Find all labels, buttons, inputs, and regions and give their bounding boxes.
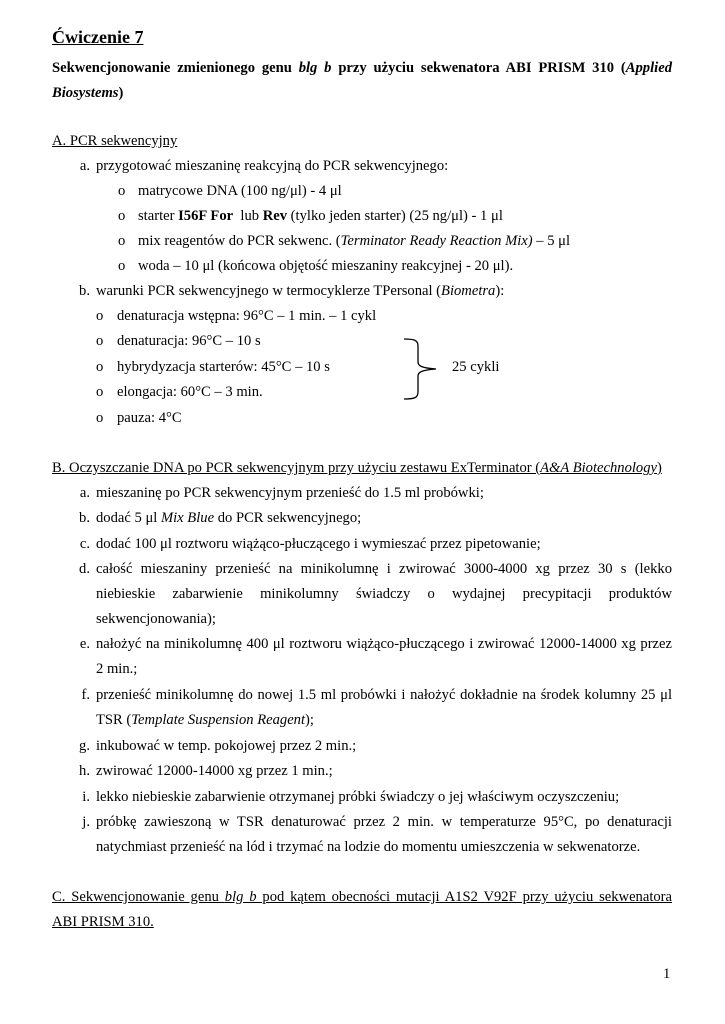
page-number: 1 [663,966,671,982]
subtitle-text: ) [118,85,124,101]
subtitle-text: Sekwencjonowanie zmienionego genu [52,60,299,76]
subtitle-italic: Biosystems [52,85,119,101]
bullet-item-text: elongacja: 60°C – 3 min. [117,384,263,400]
bullet-icon: o [96,410,104,426]
list-item-text: sekwencjonowania); [96,611,216,627]
list-label: a. [79,158,90,174]
list-item-text: dodać 5 μl Mix Blue do PCR sekwencyjnego; [96,510,362,526]
list-label: c. [79,536,90,552]
bullet-icon: o [118,258,126,274]
section-b-heading: B. Oczyszczanie DNA po PCR sekwencyjnym przy użyciu zestawu ExTerminator (A&A Biotechnology) [52,460,662,476]
bullet-icon: o [118,208,126,224]
bullet-item-text: denaturacja wstępna: 96°C – 1 min. – 1 cykl [117,308,377,324]
list-label: h. [79,763,90,779]
bullet-icon: o [96,359,104,375]
list-item-text: niebieskie zabarwienie minikolumny świadczy o wydajnej precypitacji produktów [96,586,672,602]
bullet-icon: o [96,384,104,400]
bullet-icon: o [96,333,104,349]
list-item-text: nałożyć na minikolumnę 400 μl roztworu wiążąco-płuczącego i zwirować 12000-14000 xg przez [96,636,672,652]
bullet-item-text: pauza: 4°C [117,410,182,426]
list-item-text: całość mieszaniny przenieść na minikolumnę i zwirować 3000-4000 xg przez 30 s (lekko [96,561,672,577]
bullet-icon: o [118,233,126,249]
page-title: Ćwiczenie 7 [52,27,144,47]
list-label: g. [79,738,90,754]
list-label: b. [79,283,90,299]
bullet-item-text: mix reagentów do PCR sekwenc. (Terminator Ready Reaction Mix) – 5 μl [138,233,571,249]
list-item-text: mieszaninę po PCR sekwencyjnym przenieść do 1.5 ml probówki; [96,485,484,501]
list-item-text: 2 min.; [96,661,138,677]
list-item-text: natychmiast przenieść na lód i trzymać na lodzie do momentu umieszczenia w sekwenatorze. [96,839,641,855]
list-label: e. [79,636,90,652]
list-label: a. [79,485,90,501]
list-label: b. [79,510,90,526]
bullet-item-text: hybrydyzacja starterów: 45°C – 10 s [117,359,330,375]
list-item-text: inkubować w temp. pokojowej przez 2 min.; [96,738,357,754]
section-a-heading: A. PCR sekwencyjny [52,133,178,149]
list-item-text: dodać 100 μl roztworu wiążąco-płuczącego i wymieszać przez pipetowanie; [96,536,541,552]
subtitle-text: przy użyciu sekwenatora ABI PRISM 310 ( [331,60,626,76]
list-label: d. [79,561,90,577]
curly-brace-icon [402,338,442,400]
subtitle-gene: blg b [298,60,332,76]
bullet-item-text: woda – 10 μl (końcowa objętość mieszaniny reakcyjnej - 20 μl). [138,258,514,274]
bullet-icon: o [118,183,126,199]
subtitle-italic: Applied [625,60,672,76]
list-label: i. [82,789,90,805]
bullet-item-text: starter I56F For lub Rev (tylko jeden starter) (25 ng/μl) - 1 μl [138,208,503,224]
list-item-text: przygotować mieszaninę reakcyjną do PCR sekwencyjnego: [96,158,449,174]
section-c-heading: C. Sekwencjonowanie genu blg b pod kątem obecności mutacji A1S2 V92F przy użyciu sekwenatora ABI PRISM 310. [52,889,673,930]
list-item-text: TSR (Template Suspension Reagent); [96,712,314,728]
cycles-label: 25 cykli [452,359,500,375]
list-item-text: przenieść minikolumnę do nowej 1.5 ml probówki i nałożyć dokładnie na środek kolumny 25 μl [96,687,672,703]
bullet-item-text: denaturacja: 96°C – 10 s [117,333,261,349]
bullet-item-text: matrycowe DNA (100 ng/μl) - 4 μl [138,183,342,199]
list-item-text: lekko niebieskie zabarwienie otrzymanej próbki świadczy o jej właściwym oczyszczeniu; [96,789,620,805]
list-item-text: zwirować 12000-14000 xg przez 1 min.; [96,763,333,779]
document-subtitle [52,56,672,106]
list-item-text: warunki PCR sekwencyjnego w termocyklerze TPersonal (Biometra): [96,283,505,299]
list-label: f. [81,687,90,703]
list-item-text: próbkę zawieszoną w TSR denaturować przez 2 min. w temperaturze 95°C, po denaturacji [96,814,672,830]
list-label: j. [82,814,90,830]
bullet-icon: o [96,308,104,324]
